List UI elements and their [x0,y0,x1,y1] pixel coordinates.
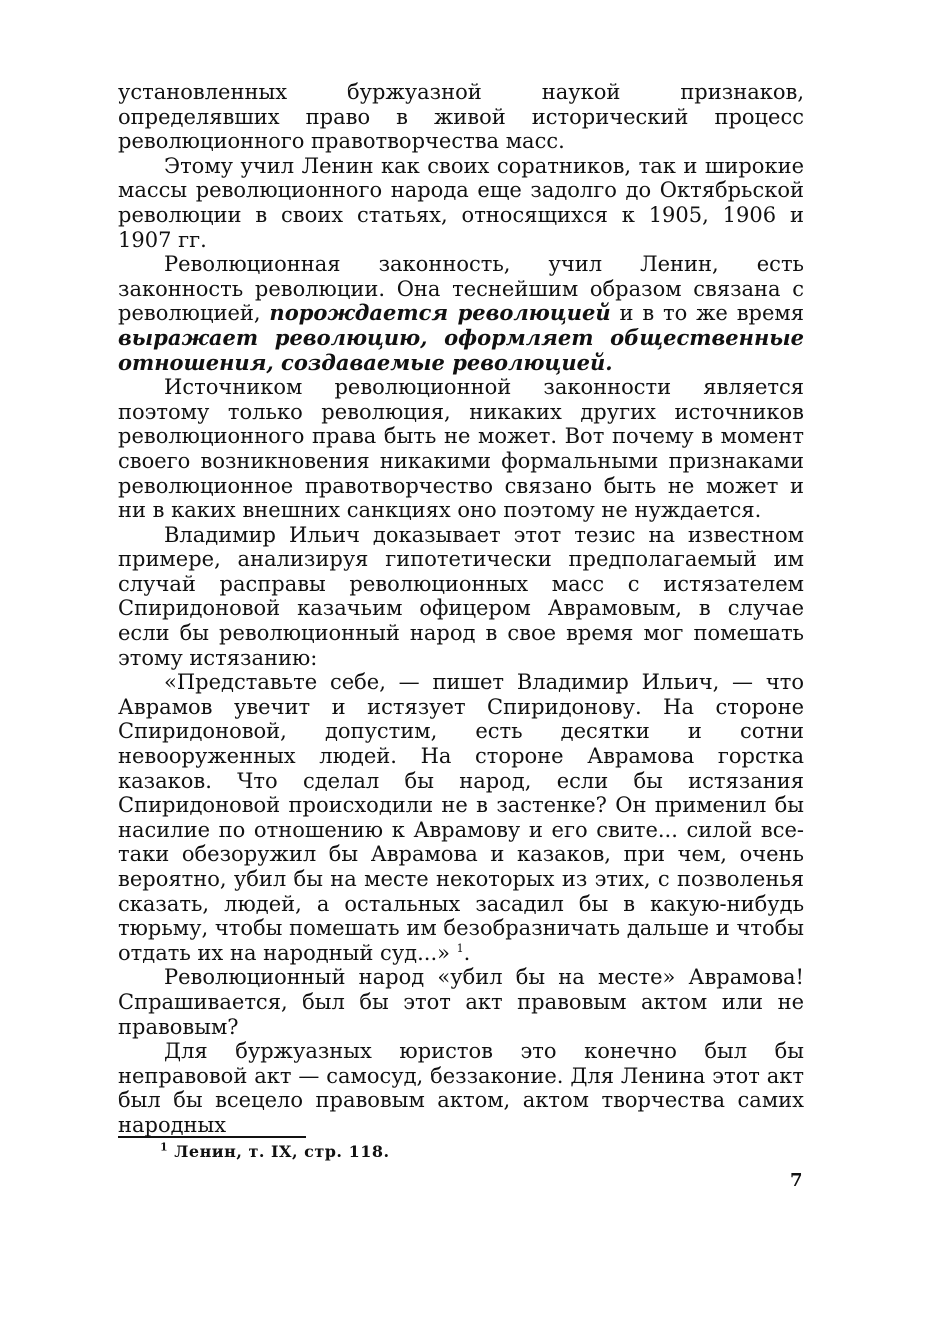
footnote-divider [118,1136,306,1138]
paragraph-3 [118,252,804,375]
footnote-mark: 1 [160,1140,169,1154]
page-number: 7 [790,1170,803,1191]
paragraph-1: установленных буржуазной наукой признаков, определявших право в живой исторический процесс революционного правотворчества масс. [118,80,804,154]
paragraph-7: Революционный народ «убил бы на месте» Аврамова! Спрашивается, был бы этот акт правовым актом или не правовым? [118,965,804,1039]
quote-paragraph: «Представьте себе, — пишет Владимир Ильич, — что Аврамов увечит и истязует Спиридонову. На стороне Спиридоновой, допустим, есть десятки и сотни невооруженных людей. На стороне Аврамова горстка казаков. Что сделал бы народ, если бы истязания Спиридоновой происходили не в застенке? Он применил бы насилие по отношению к Аврамову и его свите... силой все-таки обезоружил бы Аврамова и казаков, при чем, очень вероятно, убил бы на месте некоторых из этих, с позволенья сказать, людей, а остальных засадил бы в какую-нибудь тюрьму, чтобы помешать им безобразничать дальше и чтобы отдать их на народный суд...» $^1$. [118,670,804,965]
paragraph-3-emphasis-1: порождается революцией [269,300,611,326]
footnote-reference: 1 [456,941,464,955]
paragraph-4: Источником революционной законности является поэтому только революция, никаких других источников революционного права быть не может. Вот почему в момент своего возникновения никакими формальными признаками революционное правотворчество связано быть не может и ни в каких внешних санкциях оно поэтому не нуждается. [118,375,804,523]
paragraph-3-part-a: Революционная законность, учил Ленин, есть законность революции. Она теснейшим образом связана с революцией, [118,252,804,326]
footnote-text: Ленин, т. IX, стр. 118. [174,1142,390,1161]
paragraph-8: Для буржуазных юристов это конечно был бы неправовой акт — самосуд, беззаконие. Для Ленина этот акт был бы всецело правовым актом, актом творчества самих народных [118,1039,804,1137]
paragraph-3-part-c: и в то же время [610,301,804,326]
paragraph-3-emphasis-2: выражает революцию, оформляет общественные отношения, создаваемые революцией. [118,324,804,375]
quote-text: «Представьте себе, — пишет Владимир Ильич, — что Аврамов увечит и истязует Спиридонову. На стороне Спиридоновой, допустим, есть десятки и сотни невооруженных людей. На стороне Аврамова горстка казаков. Что сделал бы народ, если бы истязания Спиридоновой происходили не в застенке? Он применил бы насилие по отношению к Аврамову и его свите... силой все-таки обезоружил бы Аврамова и казаков, при чем, очень вероятно, убил бы на месте некоторых из этих, с позволенья сказать, людей, а остальных засадил бы в какую-нибудь тюрьму, чтобы помешать им безобразничать дальше и чтобы отдать их на народный суд...» [118,670,804,965]
body-text [118,80,804,1138]
paragraph-2: Этому учил Ленин как своих соратников, так и широкие массы революционного народа еще задолго до Октябрьской революции в своих статьях, относящихся к 1905, 1906 и 1907 гг. [118,153,804,252]
paragraph-5: Владимир Ильич доказывает этот тезис на известном примере, анализируя гипотетически предполагаемый им случай расправы революционных масс с истязателем Спиридоновой казачьим офицером Аврамовым, в случае если бы революционный народ в свое время мог помешать этому истязанию: [118,522,804,670]
footnote [160,1142,390,1161]
